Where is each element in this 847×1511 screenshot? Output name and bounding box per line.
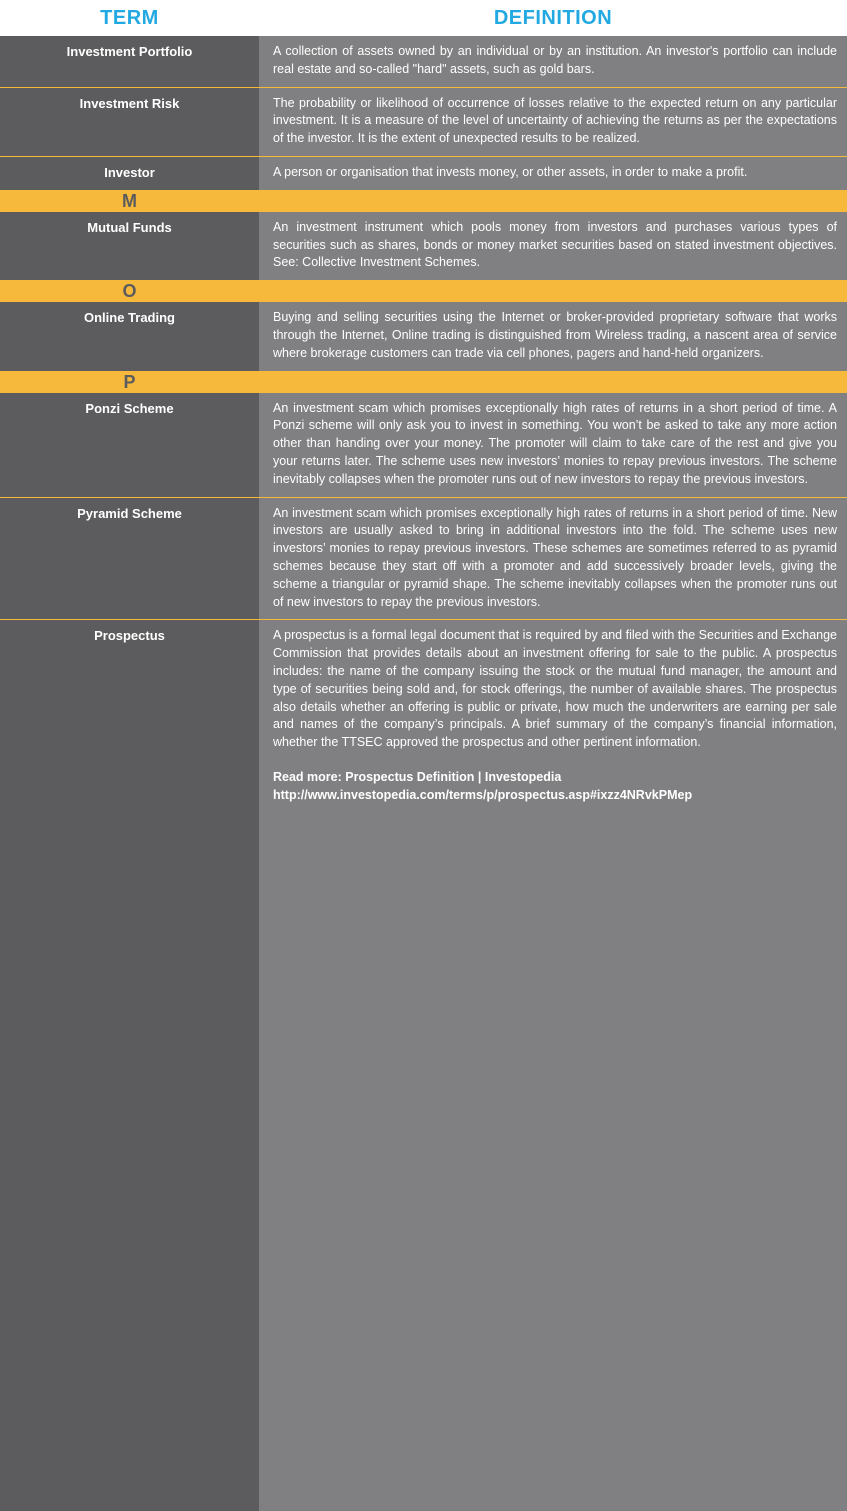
table-header: [0, 0, 847, 36]
read-more-url: http://www.investopedia.com/terms/p/prospectus.asp#ixzz4NRvkPMep: [273, 787, 693, 802]
letter-divider-m: [0, 190, 847, 212]
definition-cell: The probability or likelihood of occurrence of losses relative to the expected return on any particular investment. It is a measure of the level of uncertainty of achieving the returns as per the expectations of the investor. It is the extent of unexpected results to be realized.: [259, 88, 847, 156]
term-cell: Investment Portfolio: [0, 36, 259, 87]
definition-cell: Buying and selling securities using the Internet or broker-provided proprietary software that works through the Internet, Online trading is distinguished from Wireless trading, a nascent area of service where brokerage customers can trade via cell phones, pagers and hand-held organizers.: [259, 302, 847, 370]
read-more: [273, 769, 837, 805]
table-row: [0, 619, 847, 1511]
letter-label: O: [122, 281, 137, 302]
table-row: [0, 393, 847, 497]
table-row: [0, 156, 847, 190]
letter-divider-p: [0, 371, 847, 393]
read-more-label: Read more: Prospectus Definition | Investopedia: [273, 769, 562, 784]
definition-cell: A person or organisation that invests money, or other assets, in order to make a profit.: [259, 157, 847, 190]
term-cell: Prospectus: [0, 620, 259, 1511]
table-row: [0, 212, 847, 280]
letter-label: M: [122, 190, 137, 211]
definition-cell: An investment instrument which pools money from investors and purchases various types of securities such as shares, bonds or money market securities based on stated investment objectives. See: Collective Investment Schemes.: [259, 212, 847, 280]
definition-cell: An investment scam which promises exceptionally high rates of returns in a short period of time. New investors are usually asked to bring in additional investors into the fold. The scheme uses new investors’ monies to repay previous investors. These schemes are sometimes referred to as pyramid schemes because they start off with a promoter and add successively broader levels, giving the scheme a triangular or pyramid shape. The scheme inevitably collapses when the promoter runs out of new investors to repay the previous investors.: [259, 498, 847, 620]
letter-divider-o: [0, 280, 847, 302]
definition-cell: An investment scam which promises exceptionally high rates of returns in a short period of time. A Ponzi scheme will only ask you to invest in something. You won’t be asked to take any more action other than handing over your money. The promoter will claim to take care of the rest and give you your returns later. The scheme uses new investors’ monies to repay previous investors. The scheme inevitably collapses when the promoter runs out of new investors to repay the previous investors.: [259, 393, 847, 497]
term-cell: Online Trading: [0, 302, 259, 370]
table-row: [0, 497, 847, 620]
letter-label: P: [123, 371, 136, 392]
definition-text: A prospectus is a formal legal document that is required by and filed with the Securities and Exchange Commission that provides details about an investment offering for sale to the public. A prospectus includes: the name of the company issuing the stock or the mutual fund manager, the amount and type of securities being sold and, for stock offerings, the number of available shares. The prospectus also details whether an offering is public or private, how much the underwriters are earning per sale and names of the company’s principals. A brief summary of the company’s financial information, whether the TTSEC approved the prospectus and other pertinent information.: [273, 628, 837, 750]
definition-column-header: DEFINITION: [493, 7, 613, 29]
term-cell: Investor: [0, 157, 259, 190]
definition-cell: A collection of assets owned by an individual or by an institution. An investor's portfolio can include real estate and so-called "hard" assets, such as gold bars.: [259, 36, 847, 87]
table-row: [0, 87, 847, 156]
table-row: [0, 36, 847, 87]
term-cell: Pyramid Scheme: [0, 498, 259, 620]
term-cell: Investment Risk: [0, 88, 259, 156]
term-cell: Ponzi Scheme: [0, 393, 259, 497]
definition-cell: [259, 620, 847, 1511]
term-cell: Mutual Funds: [0, 212, 259, 280]
table-row: [0, 302, 847, 370]
term-column-header: TERM: [100, 7, 159, 29]
